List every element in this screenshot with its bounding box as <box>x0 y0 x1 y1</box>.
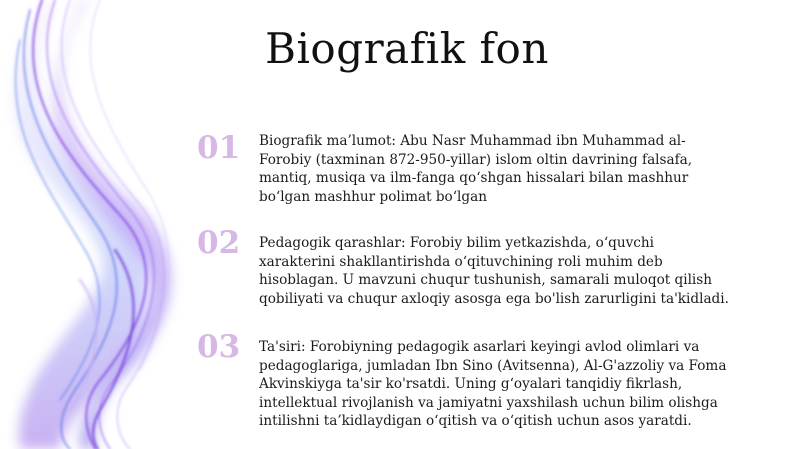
item-text: Pedagogik qarashlar: Forobiy bilim yetkazishda, o‘quvchi xarakterini shakllantirishda o‘qituvchining roli muhim deb hisoblagan. U mavzuni chuqur tushunish, samarali muloqot qilish qobiliyati va chuqur axloqiy asosga ega bo'lish zarurligini ta'kidladi. <box>259 235 729 307</box>
slide-title: Biografik fon <box>265 24 549 73</box>
item-number: 03 <box>197 329 241 365</box>
item-number: 02 <box>197 225 241 261</box>
item-number: 01 <box>197 130 241 166</box>
item-text: Ta'siri: Forobiyning pedagogik asarlari keyingi avlod olimlari va pedagoglariga, jumladan Ibn Sino (Avitsenna), Al-G'azzoliy va Foma Akvinskiyga ta'sir ko'rsatdi. Uning g‘oyalari tanqidiy fikrlash, intellektual rivojlanish va jamiyatni yaxshilash uchun bilim olishga intilishni ta’kidlaydigan o‘qitish va o‘qitish uchun asos yaratdi. <box>259 339 727 429</box>
item-text: Biografik ma’lumot: Abu Nasr Muhammad ibn Muhammad al-Forobiy (taxminan 872-950-yillar) islom oltin davrining falsafa, mantiq, musiqa va ilm-fanga qo‘shgan hissalari bilan mashhur bo‘lgan mashhur polimat bo‘lgan <box>259 133 693 205</box>
